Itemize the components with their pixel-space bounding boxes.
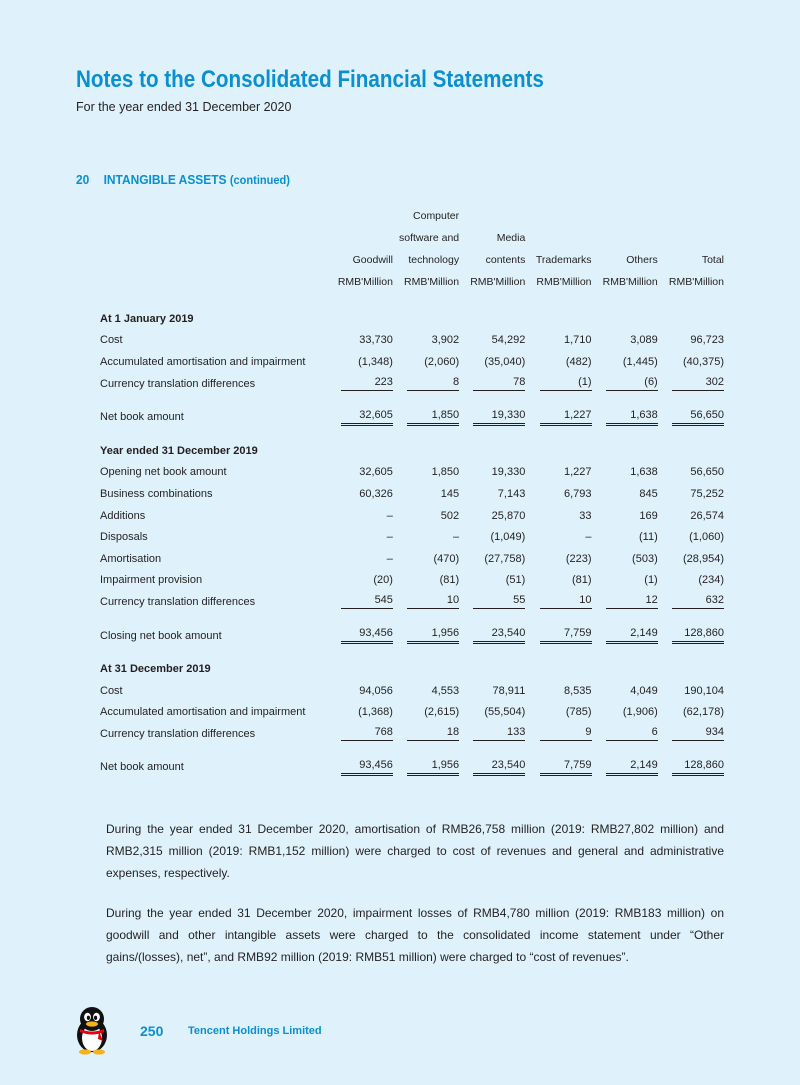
cell-value: 10 (407, 594, 459, 609)
column-header: Media (496, 232, 526, 244)
header-label-cell (100, 222, 327, 244)
value-cell (459, 373, 525, 395)
cell-value: (35,040) (484, 355, 526, 368)
value-cell (393, 723, 459, 745)
row-label: Disposals (100, 531, 148, 544)
value-cell (459, 548, 525, 570)
spacer-row (100, 288, 724, 308)
value-cell (393, 757, 459, 779)
cell-value: 26,574 (690, 509, 724, 522)
section-continued: (continued) (229, 173, 290, 187)
column-header (459, 200, 525, 222)
cell-value: 3,089 (630, 334, 658, 347)
section-heading (76, 172, 290, 187)
column-header (525, 200, 591, 222)
value-cell (658, 406, 724, 428)
cell-value: 78 (473, 376, 525, 391)
cell-value: 93,456 (341, 627, 393, 644)
table-row (100, 351, 724, 373)
cell-value: 9 (540, 726, 592, 741)
value-cell (525, 548, 591, 570)
cell-value: 169 (639, 509, 658, 522)
cell-value: (503) (632, 552, 658, 565)
cell-value: 75,252 (690, 487, 724, 500)
row-label: Net book amount (100, 411, 184, 424)
value-cell (459, 702, 525, 724)
value-cell (459, 330, 525, 352)
impairment-paragraph: During the year ended 31 December 2020, impairment losses of RMB4,780 million (2019: RMB183 million) on goodwill and other intangible assets were charged to the consolidated income statement under “Other gains/(losses), net”, and RMB92 million (2019: RMB51 million) were charged to “cost of revenues”. (106, 906, 724, 964)
table-row (100, 483, 724, 505)
cell-value: (81) (571, 574, 592, 587)
table-row (100, 702, 724, 724)
cell-value: 190,104 (684, 684, 724, 697)
cell-value: 19,330 (473, 409, 525, 426)
value-cell (393, 483, 459, 505)
section-number: 20 (76, 172, 90, 187)
cell-value: 1,956 (407, 759, 459, 776)
cell-value: (1) (540, 376, 592, 391)
column-unit: RMB'Million (337, 276, 393, 288)
cell-value: 128,860 (672, 627, 724, 644)
value-cell (393, 351, 459, 373)
table-header (100, 200, 724, 288)
cell-value: (11) (638, 531, 658, 544)
row-label: Currency translation differences (100, 595, 256, 608)
cell-value: 54,292 (491, 334, 526, 347)
value-cell (592, 462, 658, 484)
cell-value: 25,870 (491, 509, 526, 522)
value-cell (525, 570, 591, 592)
spacer-row (100, 646, 724, 658)
value-cell (592, 406, 658, 428)
value-cell (327, 723, 393, 745)
value-cell (393, 702, 459, 724)
column-unit: RMB'Million (668, 276, 724, 288)
cell-value: 128,860 (672, 759, 724, 776)
cell-value: 1,710 (564, 334, 592, 347)
group-heading: Year ended 31 December 2019 (100, 444, 258, 457)
value-cell (327, 625, 393, 647)
cell-value: 1,638 (606, 409, 658, 426)
header-row (100, 244, 724, 266)
table-row (100, 570, 724, 592)
cell-value: (1,906) (622, 706, 658, 719)
value-cell (525, 591, 591, 613)
column-unit: RMB'Million (470, 276, 526, 288)
cell-value: 32,605 (359, 466, 393, 479)
penguin-mascot-icon (72, 1005, 112, 1055)
header-label-cell (100, 200, 327, 222)
cell-value: 545 (341, 594, 393, 609)
cell-value: (1) (644, 574, 658, 587)
value-cell (525, 462, 591, 484)
cell-value: (51) (505, 574, 526, 587)
cell-value: (1,445) (622, 355, 658, 368)
value-cell (327, 526, 393, 548)
page-number: 250 (140, 1023, 164, 1039)
row-label: Accumulated amortisation and impairment (100, 706, 306, 719)
cell-value: 3,902 (431, 334, 460, 347)
cell-value: 12 (606, 594, 658, 609)
cell-value: 4,049 (630, 684, 658, 697)
cell-value: 768 (341, 726, 393, 741)
group-heading-row (100, 308, 724, 330)
column-header (658, 200, 724, 222)
section-title: INTANGIBLE ASSETS (103, 172, 227, 187)
cell-value: 7,759 (540, 759, 592, 776)
value-cell (525, 680, 591, 702)
row-label: Business combinations (100, 487, 213, 500)
table-row (100, 680, 724, 702)
row-label: Opening net book amount (100, 466, 227, 479)
cell-value: 7,759 (540, 627, 592, 644)
value-cell (658, 526, 724, 548)
row-label: Closing net book amount (100, 629, 222, 642)
group-heading: At 31 December 2019 (100, 663, 211, 676)
cell-value: 302 (672, 376, 724, 391)
total-row (100, 757, 724, 779)
value-cell (525, 526, 591, 548)
cell-value: (785) (565, 706, 592, 719)
header-row (100, 200, 724, 222)
cell-value: 502 (440, 509, 460, 522)
value-cell (459, 406, 525, 428)
row-label: Amortisation (100, 552, 162, 565)
row-label: Currency translation differences (100, 727, 256, 740)
value-cell (525, 505, 591, 527)
value-cell (393, 591, 459, 613)
value-cell (592, 526, 658, 548)
value-cell (592, 757, 658, 779)
value-cell (459, 505, 525, 527)
column-header (327, 222, 393, 244)
cell-value: 1,850 (431, 466, 460, 479)
value-cell (459, 591, 525, 613)
cell-value: 23,540 (473, 759, 525, 776)
cell-value: 18 (407, 726, 459, 741)
value-cell (393, 373, 459, 395)
value-cell (327, 591, 393, 613)
value-cell (327, 570, 393, 592)
cell-value: 223 (341, 376, 393, 391)
value-cell (459, 462, 525, 484)
cell-value: 23,540 (473, 627, 525, 644)
column-unit: RMB'Million (602, 276, 658, 288)
cell-value: 1,956 (407, 627, 459, 644)
spacer-row (100, 745, 724, 757)
value-cell (592, 625, 658, 647)
spacer-row (100, 613, 724, 625)
cell-value: – (585, 531, 592, 544)
value-cell (393, 505, 459, 527)
group-heading-row (100, 440, 724, 462)
value-cell (393, 548, 459, 570)
value-cell (658, 591, 724, 613)
column-header: Computer (413, 210, 460, 222)
cell-value: 934 (672, 726, 724, 741)
header-label-cell (100, 244, 327, 266)
group-heading: At 1 January 2019 (100, 312, 194, 325)
value-cell (592, 548, 658, 570)
value-cell (459, 723, 525, 745)
cell-value: 6 (606, 726, 658, 741)
cell-value: – (386, 531, 393, 544)
value-cell (525, 406, 591, 428)
value-cell (592, 330, 658, 352)
row-label: Cost (100, 684, 123, 697)
value-cell (393, 570, 459, 592)
value-cell (525, 702, 591, 724)
cell-value: (55,504) (484, 706, 526, 719)
header-row (100, 222, 724, 244)
cell-value: 4,553 (431, 684, 460, 697)
value-cell (393, 330, 459, 352)
table-row (100, 723, 724, 745)
cell-value: 845 (639, 487, 658, 500)
cell-value: 2,149 (606, 627, 658, 644)
value-cell (459, 483, 525, 505)
row-label: Currency translation differences (100, 377, 256, 390)
value-cell (327, 680, 393, 702)
value-cell (327, 351, 393, 373)
row-label: Accumulated amortisation and impairment (100, 355, 306, 368)
cell-value: (2,060) (424, 355, 460, 368)
value-cell (327, 483, 393, 505)
cell-value: 6,793 (564, 487, 592, 500)
column-unit: RMB'Million (404, 276, 460, 288)
table-row (100, 548, 724, 570)
cell-value: 7,143 (497, 487, 526, 500)
value-cell (658, 680, 724, 702)
row-label: Additions (100, 509, 146, 522)
value-cell (525, 723, 591, 745)
cell-value: (6) (606, 376, 658, 391)
column-header (658, 222, 724, 244)
cell-value: – (453, 531, 460, 544)
value-cell (393, 526, 459, 548)
value-cell (459, 625, 525, 647)
cell-value: 60,326 (359, 487, 393, 500)
value-cell (658, 483, 724, 505)
cell-value: 632 (672, 594, 724, 609)
table-row (100, 373, 724, 395)
cell-value: 2,149 (606, 759, 658, 776)
table-row (100, 505, 724, 527)
cell-value: (234) (698, 574, 724, 587)
value-cell (459, 570, 525, 592)
value-cell (525, 330, 591, 352)
cell-value: (470) (433, 552, 460, 565)
cell-value: 8 (407, 376, 459, 391)
value-cell (327, 702, 393, 724)
cell-value: 145 (440, 487, 460, 500)
value-cell (592, 591, 658, 613)
total-row (100, 625, 724, 647)
cell-value: 1,638 (630, 466, 658, 479)
cell-value: (2,615) (424, 706, 460, 719)
value-cell (393, 680, 459, 702)
value-cell (459, 680, 525, 702)
group-heading-row (100, 658, 724, 680)
value-cell (525, 483, 591, 505)
value-cell (658, 462, 724, 484)
cell-value: 133 (473, 726, 525, 741)
value-cell (327, 330, 393, 352)
value-cell (658, 625, 724, 647)
cell-value: 56,650 (672, 409, 724, 426)
value-cell (658, 330, 724, 352)
row-label: Impairment provision (100, 574, 203, 587)
cell-value: (81) (439, 574, 460, 587)
header-label-cell (100, 266, 327, 288)
value-cell (459, 351, 525, 373)
value-cell (658, 702, 724, 724)
cell-value: (482) (565, 355, 592, 368)
cell-value: (223) (565, 552, 592, 565)
cell-value: 1,227 (564, 466, 592, 479)
cell-value: 33,730 (359, 334, 393, 347)
page-title: Notes to the Consolidated Financial Statements (76, 66, 544, 93)
cell-value: 33 (579, 509, 592, 522)
value-cell (592, 723, 658, 745)
value-cell (327, 505, 393, 527)
value-cell (327, 548, 393, 570)
cell-value: 8,535 (564, 684, 592, 697)
column-header (327, 200, 393, 222)
value-cell (592, 570, 658, 592)
value-cell (592, 373, 658, 395)
table-row (100, 526, 724, 548)
cell-value: 56,650 (690, 466, 724, 479)
value-cell (658, 570, 724, 592)
column-header (525, 222, 591, 244)
value-cell (658, 351, 724, 373)
cell-value: (1,368) (358, 706, 393, 719)
column-header: contents (485, 254, 526, 266)
value-cell (592, 351, 658, 373)
total-row (100, 406, 724, 428)
table-row (100, 330, 724, 352)
column-unit: RMB'Million (536, 276, 592, 288)
cell-value: (28,954) (683, 552, 724, 565)
table-row (100, 591, 724, 613)
cell-value: 55 (473, 594, 525, 609)
cell-value: 96,723 (690, 334, 724, 347)
cell-value: (1,348) (358, 355, 393, 368)
value-cell (327, 406, 393, 428)
value-cell (327, 373, 393, 395)
value-cell (393, 406, 459, 428)
company-name: Tencent Holdings Limited (188, 1025, 322, 1037)
column-header: software and (399, 232, 460, 244)
cell-value: (27,758) (484, 552, 526, 565)
amortisation-paragraph: During the year ended 31 December 2020, amortisation of RMB26,758 million (2019: RMB27,802 million) and RMB2,315 million (2019: RMB1,152 million) were charged to cost of revenues and general and administrative expenses, respectively. (106, 822, 724, 880)
cell-value: 32,605 (341, 409, 393, 426)
cell-value: (1,049) (490, 531, 526, 544)
table-row (100, 462, 724, 484)
unit-row (100, 266, 724, 288)
cell-value: 1,850 (407, 409, 459, 426)
table-body (100, 288, 724, 778)
column-header: Others (626, 254, 658, 266)
cell-value: (20) (373, 574, 393, 587)
row-label: Cost (100, 334, 123, 347)
value-cell (327, 757, 393, 779)
column-header: Trademarks (535, 254, 592, 266)
column-header: Total (701, 254, 724, 266)
value-cell (459, 757, 525, 779)
cell-value: 94,056 (359, 684, 393, 697)
value-cell (592, 505, 658, 527)
column-header (592, 222, 658, 244)
cell-value: 1,227 (540, 409, 592, 426)
cell-value: – (386, 552, 393, 565)
column-header (592, 200, 658, 222)
value-cell (525, 373, 591, 395)
value-cell (393, 462, 459, 484)
page-subtitle: For the year ended 31 December 2020 (76, 100, 292, 114)
spacer-row (100, 394, 724, 406)
value-cell (592, 680, 658, 702)
value-cell (459, 526, 525, 548)
value-cell (658, 505, 724, 527)
cell-value: 93,456 (341, 759, 393, 776)
value-cell (592, 702, 658, 724)
value-cell (658, 757, 724, 779)
value-cell (393, 625, 459, 647)
intangible-assets-table (100, 200, 724, 778)
cell-value: (62,178) (683, 706, 724, 719)
cell-value: 19,330 (491, 466, 526, 479)
row-label: Net book amount (100, 761, 184, 774)
cell-value: 10 (540, 594, 592, 609)
cell-value: – (386, 509, 393, 522)
value-cell (525, 757, 591, 779)
value-cell (592, 483, 658, 505)
value-cell (525, 625, 591, 647)
spacer-row (100, 428, 724, 440)
value-cell (658, 373, 724, 395)
column-header: Goodwill (352, 254, 393, 266)
value-cell (525, 351, 591, 373)
value-cell (327, 462, 393, 484)
cell-value: (40,375) (683, 355, 724, 368)
column-header: technology (408, 254, 460, 266)
value-cell (658, 723, 724, 745)
value-cell (658, 548, 724, 570)
cell-value: 78,911 (492, 684, 526, 697)
cell-value: (1,060) (689, 531, 724, 544)
